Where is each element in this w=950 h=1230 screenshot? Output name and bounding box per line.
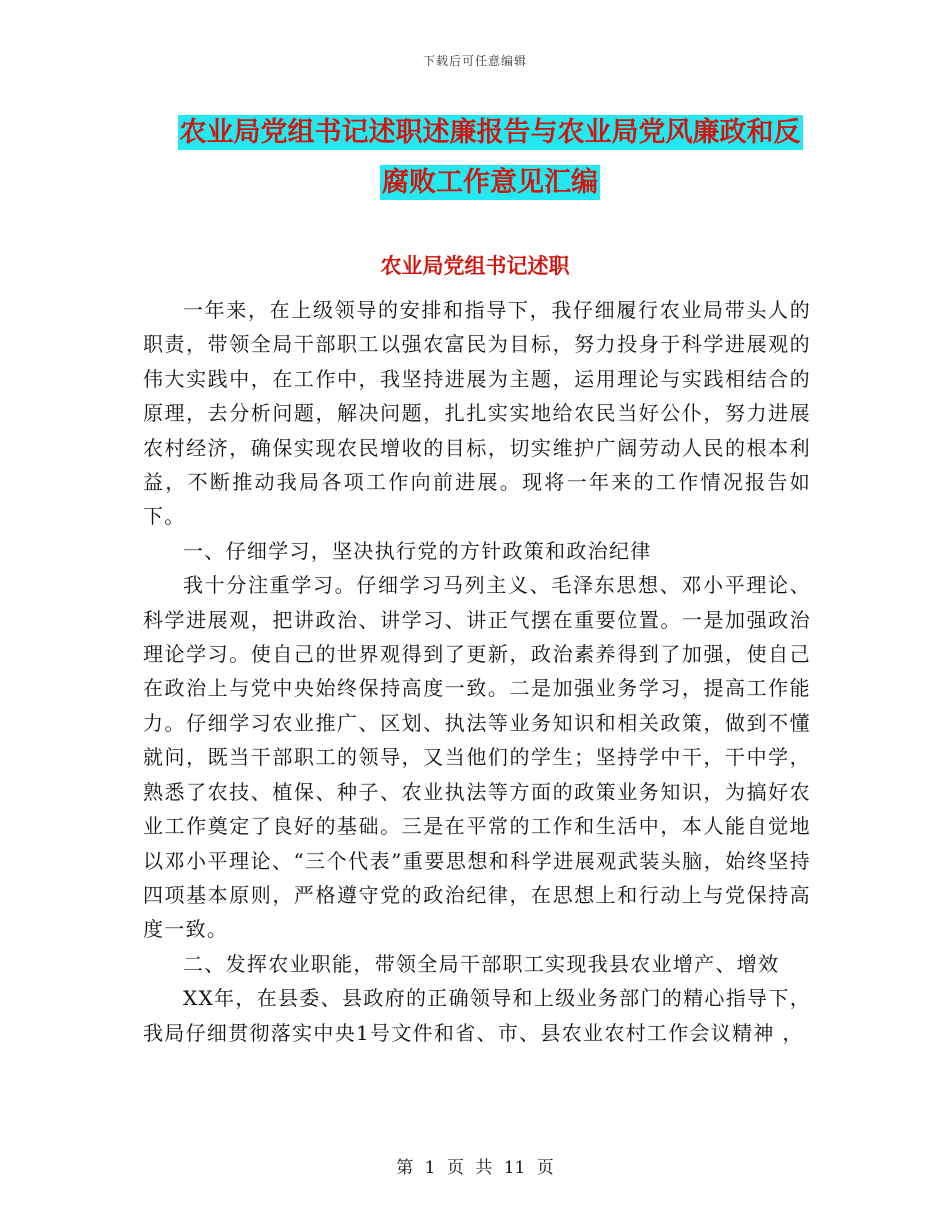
paragraph-agriculture: XX年，在县委、县政府的正确领导和上级业务部门的精心指导下，我局仔细贯彻落实中央1号文件和省、市、县农业农村工作会议精神 ，: [143, 986, 811, 1045]
document-title-line-1: 农业局党组书记述职述廉报告与农业局党风廉政和反: [179, 117, 801, 148]
page-number: 第 1 页 共 11 页: [396, 1158, 554, 1178]
section-title: 农业局党组书记述职: [380, 253, 570, 278]
document-title: [140, 108, 840, 208]
paragraph-study: 我十分注重学习。仔细学习马列主义、毛泽东思想、邓小平理论、科学进展观，把讲政治、讲学习、讲正气摆在重要位置。一是加强政治理论学习。使自己的世界观得到了更新，政治素养得到了加强，使自己在政治上与党中央始终保持高度一致。二是加强业务学习，提高工作能力。仔细学习农业推广、区划、执法等业务知识和相关政策，做到不懂就问，既当干部职工的领导，又当他们的学生；坚持学中干，干中学，熟悉了农技、植保、种子、农业执法等方面的政策业务知识，为搞好农业工作奠定了良好的基础。三是在平常的工作和生活中，本人能自觉地以邓小平理论、“三个代表”重要思想和科学进展观武装头脑，始终坚持四项基本原则，严格遵守党的政治纪律，在思想上和行动上与党保持高度一致。: [143, 573, 811, 942]
paragraph-intro: 一年来，在上级领导的安排和指导下，我仔细履行农业局带头人的职责，带领全局干部职工以强农富民为目标，努力投身于科学进展观的伟大实践中，在工作中，我坚持进展为主题，运用理论与实践相结合的原理，去分析问题，解决问题，扎扎实实地给农民当好公仆，努力进展农村经济，确保实现农民增收的目标，切实维护广阔劳动人民的根本利益，不断推动我局各项工作向前进展。现将一年来的工作情况报告如下。: [143, 298, 811, 529]
heading-section-2: 二、发挥农业职能，带领全局干部职工实现我县农业增产、增效: [183, 951, 780, 976]
heading-section-1: 一、仔细学习，坚决执行党的方针政策和政治纪律: [183, 538, 652, 563]
download-note: 下载后可任意编辑: [422, 54, 527, 68]
document-body: [143, 293, 811, 1050]
document-title-line-2: 腐败工作意见汇编: [382, 167, 598, 198]
